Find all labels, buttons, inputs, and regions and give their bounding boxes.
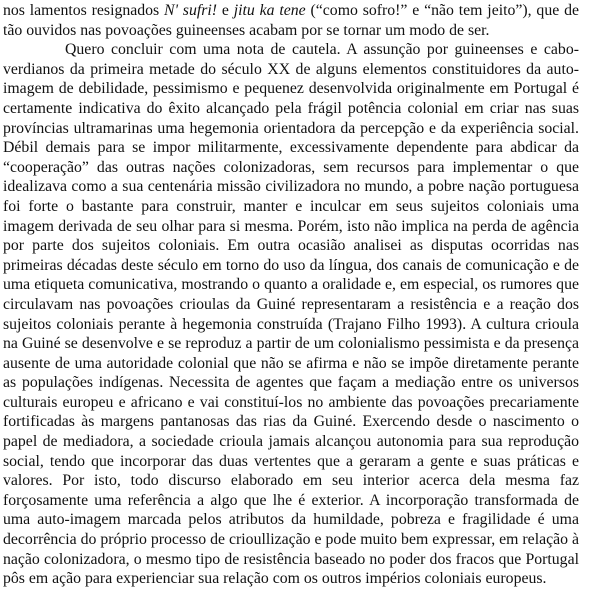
document-page	[3, 1, 579, 589]
text-line: na Guiné se desenvolve e se reproduz a partir de um colonialismo pessimista e da presença	[3, 335, 579, 353]
text-line: verdianos da primeira metade do século XX de alguns elementos constituidores da auto-	[3, 60, 579, 78]
text-line: foi forte o bastante para construir, manter e inculcar em seus sujeitos coloniais uma	[3, 197, 579, 215]
text-line: ausente de uma autoridade colonial que não se afirma e não se impõe diretamente perante	[3, 354, 579, 372]
text-line: tão ouvidos nas povoações guineenses acabam por se tornar um modo de ser.	[3, 21, 490, 39]
text-line: uma auto-imagem marcada pelos atributos da humildade, pobreza e fragilidade é uma	[3, 511, 579, 529]
paragraph-continuation	[3, 1, 579, 40]
text-line: forçosamente uma referência a algo que lhe é exterior. A incorporação transformada de	[3, 491, 579, 509]
text-span: e	[217, 2, 234, 19]
text-line: nação colonizadora, o mesmo tipo de resistência baseado no poder dos fracos que Portugal	[3, 550, 579, 568]
text-line: pôs em ação para experienciar sua relação com os outros impérios coloniais europeus.	[3, 570, 547, 588]
text-line	[3, 1, 579, 21]
text-line: primeiras décadas deste século em torno do uso da língua, dos canais de comunicação e de	[3, 256, 579, 274]
text-line: províncias ultramarinas uma hegemonia orientadora da percepção e da experiência social.	[3, 119, 579, 137]
text-line: culturais europeu e africano e vai constituí-los no ambiente das povoações precariamente	[3, 393, 579, 411]
text-line: imagem de debilidade, pessimismo e pequenez desenvolvida originalmente em Portugal é	[3, 80, 579, 98]
text-line: fortificadas às margens pantanosas das rias da Guiné. Exercendo desde o nascimento o	[3, 413, 579, 431]
text-line: idealizava como a sua centenária missão civilizadora no mundo, a pobre nação portuguesa	[3, 178, 579, 196]
text-line: circulavam nas povoações crioulas da Guiné representaram a resistência e a reação dos	[3, 295, 579, 313]
text-line: as populações indígenas. Necessita de agentes que façam a mediação entre os universos	[3, 374, 579, 392]
text-line: Quero concluir com uma nota de cautela. A assunção por guineenses e cabo-	[65, 41, 579, 59]
italic-phrase: jitu ka tene	[233, 2, 306, 19]
text-line: papel de mediadora, a sociedade crioula jamais alcançou autonomia para sua reprodução	[3, 433, 579, 451]
text-line: decorrência do próprio processo de crioullização e pode muito bem expressar, em relação à	[3, 531, 579, 549]
text-line: certamente indicativa do êxito alcançado pela frágil potência colonial em criar nas suas	[3, 99, 579, 117]
text-line: “cooperação” das outras nações colonizadoras, sem recursos para implementar o que	[3, 158, 579, 176]
paragraph-body	[3, 40, 579, 589]
text-span: nos lamentos resignados	[3, 2, 165, 19]
text-line: sujeitos coloniais perante à hegemonia construída (Trajano Filho 1993). A cultura crioula	[3, 315, 579, 333]
text-line: valores. Por isto, todo discurso elaborado em seu interior acerca dela mesma faz	[3, 472, 579, 490]
text-line: social, tendo que incorporar das duas vertentes que a geraram a gente e suas práticas e	[3, 452, 579, 470]
text-line: Débil demais para se impor militarmente, excessivamente dependente para abdicar da	[3, 139, 579, 157]
italic-phrase: N' sufri!	[164, 2, 218, 19]
text-span: (“como sofro!” e “não tem jeito”), que de	[305, 2, 579, 19]
text-line: imagem derivada de seu olhar para si mesma. Porém, isto não implica na perda de agência	[3, 217, 579, 235]
text-line: uma etiqueta comunicativa, mostrando o quanto a oralidade e, em especial, os rumores que	[3, 276, 579, 294]
text-line: por parte dos sujeitos coloniais. Em outra ocasião analisei as disputas ocorridas nas	[3, 237, 579, 255]
